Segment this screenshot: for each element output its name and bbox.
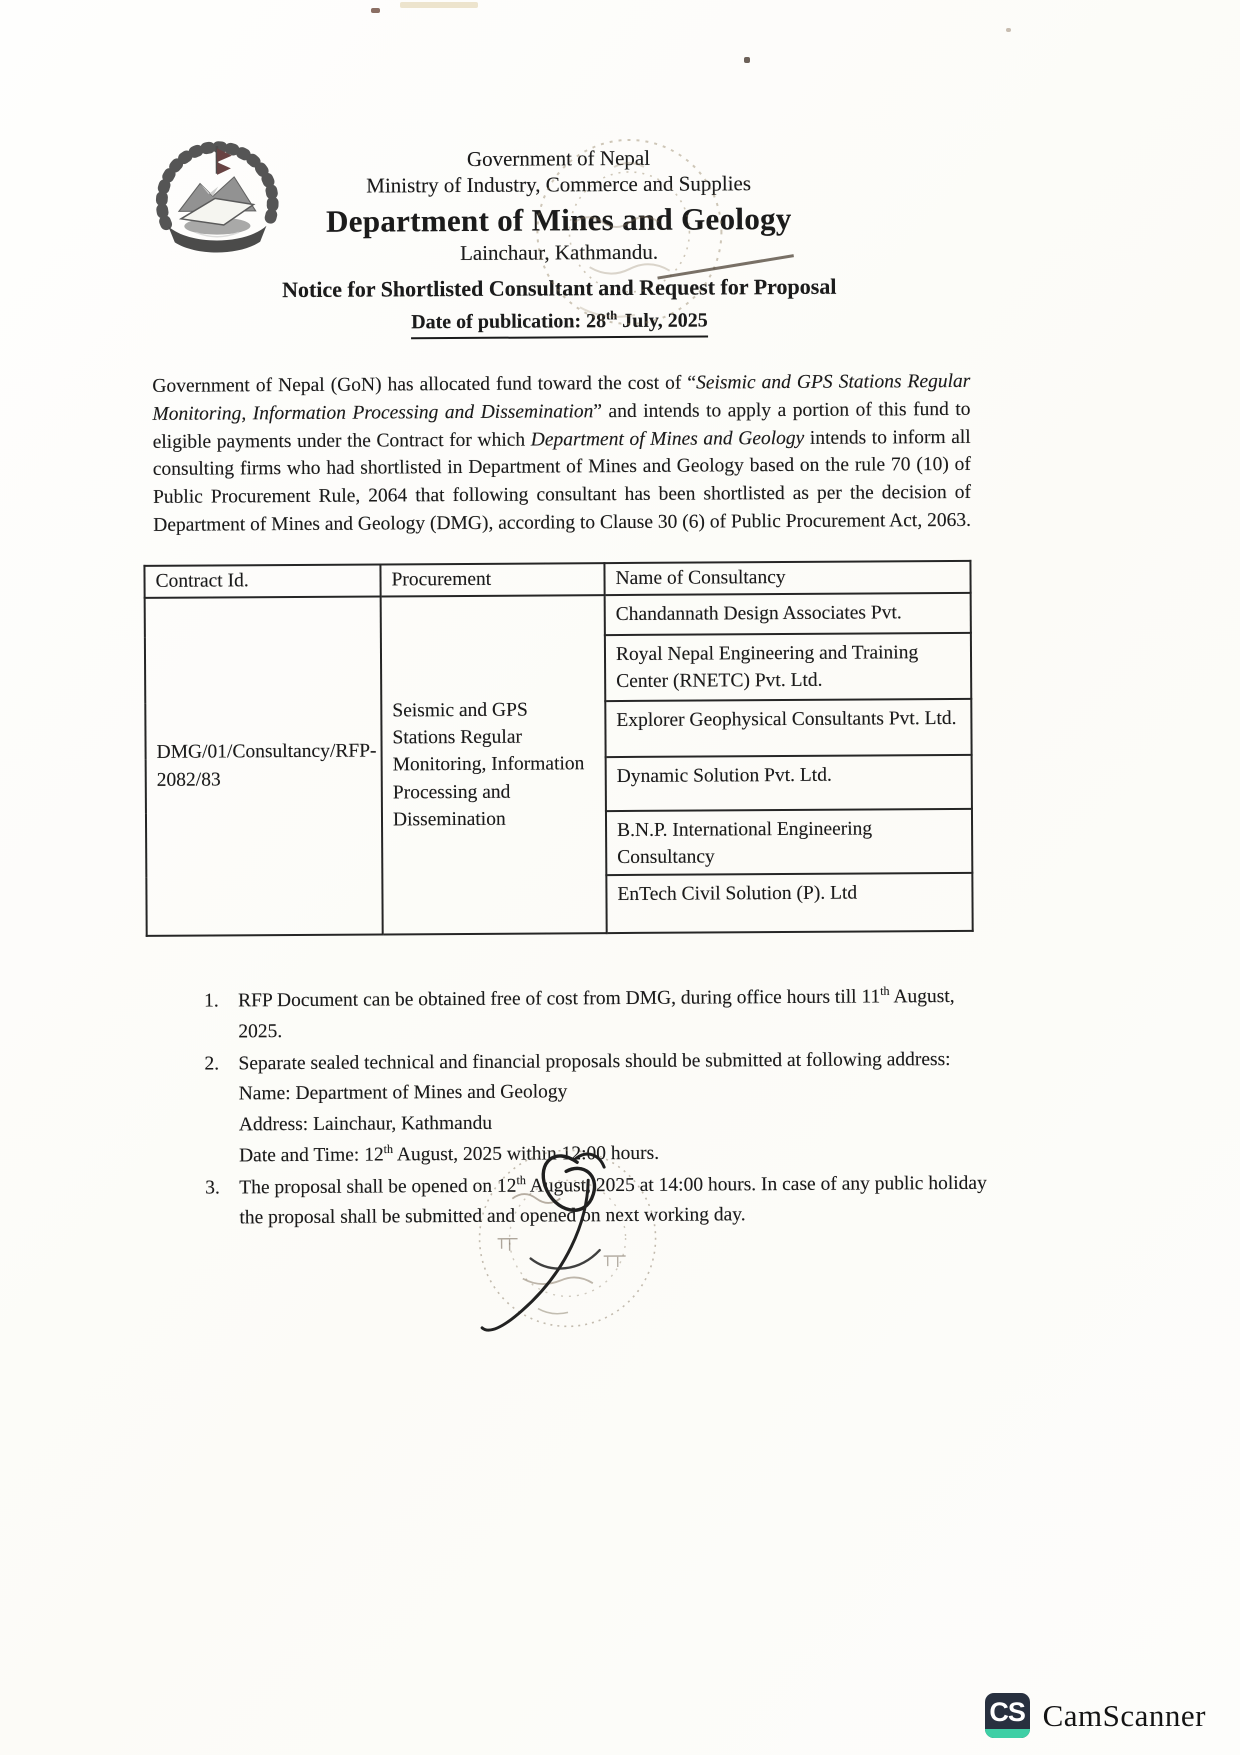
note-segment: Date and Time: 12 [238, 1144, 384, 1167]
consultancy-cell: Chandannath Design Associates Pvt. [605, 593, 971, 635]
consultancy-cell: Royal Nepal Engineering and Training Center (RNETC) Pvt. Ltd. [605, 633, 971, 701]
table-header-row [144, 561, 970, 598]
paragraph-segment: ” and intends to apply a portion of this fund to eligible payments under the Contract for which [152, 398, 971, 453]
publication-date-text: Date of publication: 28 [411, 310, 607, 334]
ordinal-suffix: th [516, 1172, 526, 1187]
consultancy-cell: Dynamic Solution Pvt. Ltd. [606, 755, 972, 811]
consultancy-cell: B.N.P. International Engineering Consultancy [606, 809, 972, 875]
note-text [238, 982, 991, 1048]
nepal-emblem-icon [153, 139, 282, 262]
note-segment: August, 2025. [238, 985, 955, 1043]
camscanner-logo-icon [985, 1693, 1030, 1738]
camscanner-badge-teal-strip [985, 1729, 1030, 1738]
header-government-line: Government of Nepal [466, 145, 651, 171]
consultancy-cell: EnTech Civil Solution (P). Ltd [606, 873, 972, 933]
document-header [151, 143, 967, 341]
procurement-cell: Seismic and GPS Stations Regular Monitoring, Information Processing and Dissemination [381, 595, 607, 934]
paragraph-segment: intends to inform all consulting firms who had shortlisted in Department of Mines and Geology based on the rule 70 (10) of Public Procurement Rule, 2064 that following consultant has been shortlisted as per the decision of Department of Mines and Geology (DMG), according to Clause 30 (6) of Public Procurement Act, 2063. [152, 426, 972, 536]
paragraph-segment: Government of Nepal (GoN) has allocated fund toward the cost of “ [152, 372, 697, 398]
note-segment: The proposal shall be opened on 12 [239, 1175, 517, 1199]
list-marker: 1. [204, 990, 219, 1012]
note-segment: August, 2025 at 14:00 hours. In case of any public holiday the proposal shall be submitted and opened on next working day. [239, 1172, 987, 1229]
col-header-procurement: Procurement [380, 563, 604, 596]
note-segment: Separate sealed technical and financial proposals should be submitted at following address: [238, 1048, 951, 1074]
list-marker: 2. [204, 1052, 220, 1075]
signature-and-stamp [427, 1138, 694, 1350]
notice-title: Notice for Shortlisted Consultant and Request for Proposal [282, 273, 837, 302]
camscanner-badge-text: CS [989, 1697, 1025, 1727]
submission-name-line: Name: Department of Mines and Geology [238, 1081, 568, 1105]
col-header-consultancy: Name of Consultancy [604, 561, 970, 595]
ordinal-suffix: th [880, 983, 890, 998]
consultancy-cell: Explorer Geophysical Consultants Pvt. Ltd. [605, 699, 971, 757]
project-title-italic: Seismic and GPS Stations Regular Monitoring, Information Processing and Dissemination [152, 371, 971, 425]
ordinal-suffix: th [606, 308, 618, 323]
publication-date-text: July, 2025 [617, 309, 708, 333]
note-segment: RFP Document can be obtained free of cost from DMG, during office hours till 11 [238, 986, 881, 1012]
header-location-line: Lainchaur, Kathmandu. [459, 240, 659, 266]
contract-id-cell: DMG/01/Consultancy/RFP-2082/83 [145, 597, 383, 936]
shortlist-table [143, 560, 973, 937]
list-item [204, 982, 991, 1048]
camscanner-watermark [985, 1693, 1206, 1738]
header-ministry-line: Ministry of Industry, Commerce and Supplies [366, 171, 752, 198]
col-header-contract-id: Contract Id. [144, 565, 380, 598]
ordinal-suffix: th [383, 1141, 394, 1156]
list-marker: 3. [205, 1177, 220, 1199]
table-row [145, 593, 971, 638]
camscanner-brand-text: CamScanner [1042, 1697, 1206, 1733]
submission-address-line: Address: Lainchaur, Kathmandu [238, 1112, 493, 1136]
department-name-italic: Department of Mines and Geology [530, 427, 805, 451]
notice-body-paragraph [152, 368, 971, 539]
note-segment: August, 2025 within 12:00 hours. [393, 1142, 660, 1166]
publication-date-line [152, 306, 967, 341]
header-department-line: Department of Mines and Geology [325, 200, 792, 239]
